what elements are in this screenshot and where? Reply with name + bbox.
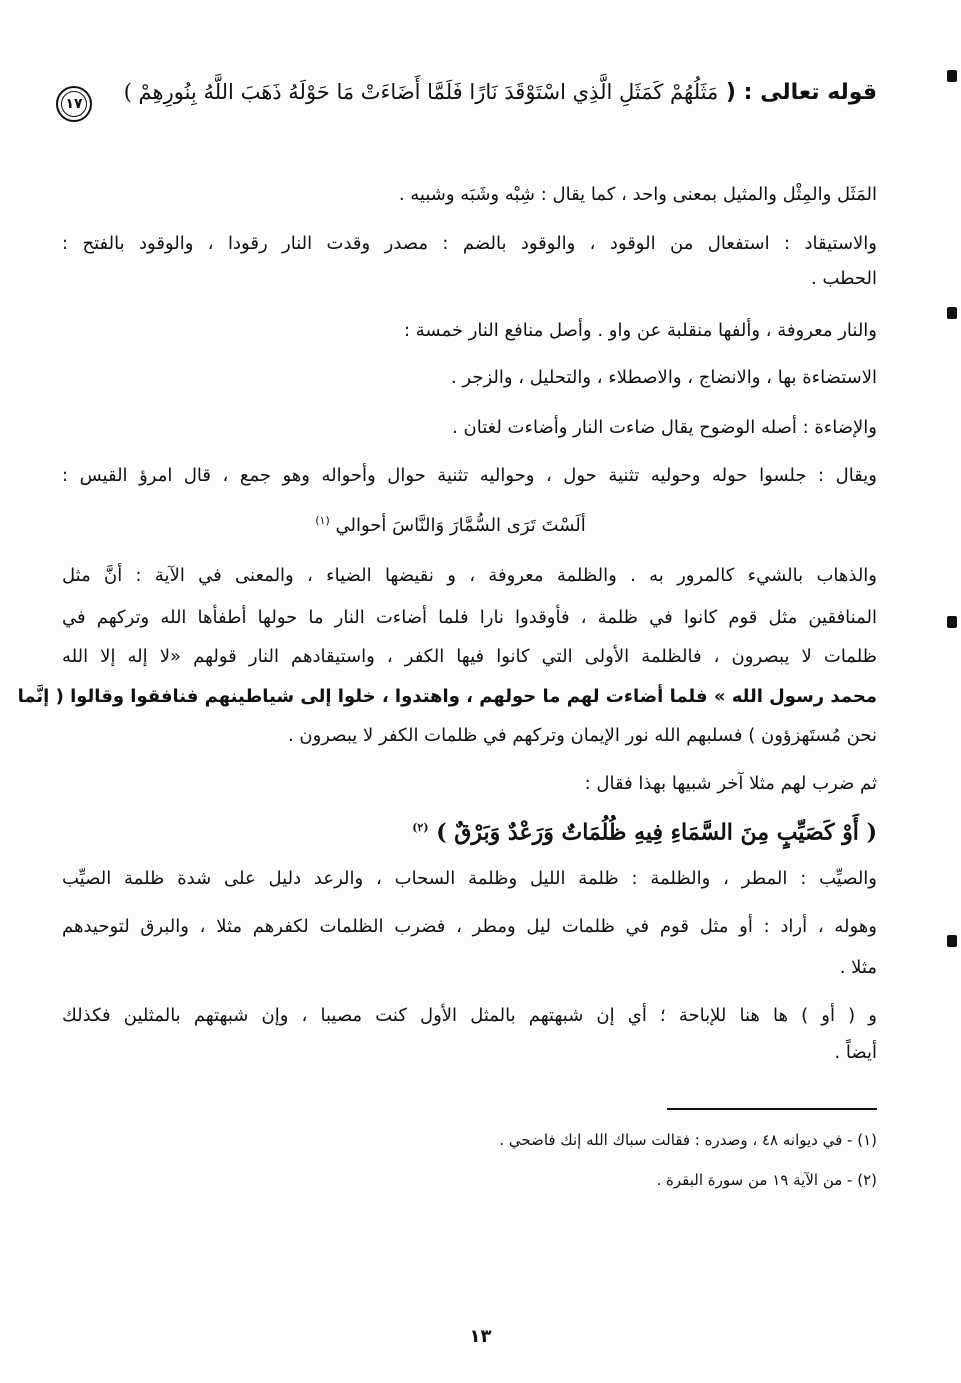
ayah-number-marker <box>56 86 92 122</box>
text-line: والنار معروفة ، وألفها منقلبة عن واو . وأصل منافع النار خمسة : <box>403 320 877 341</box>
quran-verse: ( أَوْ كَصَيِّبٍ مِنَ السَّمَاءِ فِيهِ ظُلُمَاتٌ وَرَعْدٌ وَبَرْقٌ ) <box>436 819 877 846</box>
margin-mark <box>947 70 957 82</box>
margin-mark <box>947 616 957 628</box>
margin-mark <box>947 307 957 319</box>
poetry-text: ألَسْتَ تَرَى السُّمَّارَ وَالنَّاسَ أحوالي <box>335 515 586 536</box>
ayah-number: ١٧ <box>65 96 83 112</box>
text-line: مثلا . <box>839 957 877 978</box>
text-line: وهوله ، أراد : أو مثل قوم في ظلمات ليل ومطر ، فضرب الظلمات لكفرهم مثلا ، والبرق لتوحيدهم <box>62 916 877 937</box>
text-line: محمد رسول الله » فلما أضاءت لهم ما حولهم ، واهتدوا ، خلوا إلى شياطينهم فنافقوا وقالوا ( إنَّما <box>17 686 877 707</box>
quran-verse: مَثَلُهُمْ كَمَثَلِ الَّذِي اسْتَوْقَدَ نَارًا فَلَمَّا أَضَاءَتْ مَا حَوْلَهُ ذَهَبَ اللَّهُ بِنُورِهِمْ ) <box>123 80 719 104</box>
text-line: الاستضاءة بها ، والانضاج ، والاصطلاء ، والتحليل ، والزجر . <box>450 367 877 388</box>
margin-mark <box>947 935 957 947</box>
page-number: ١٣ <box>469 1326 492 1347</box>
text-line: و ( أو ) ها هنا للإباحة ؛ أي إن شبهتهم بالمثل الأول كنت مصيبا ، وإن شبهتهم بالمثلين فكذلك <box>62 1005 877 1026</box>
poetry-verse <box>0 508 961 539</box>
text-line: ويقال : جلسوا حوله وحوليه تثنية حول ، وحواليه تثنية حوال وأحواله وهو جمع ، قال امرؤ القيس : <box>62 465 877 486</box>
text-line: المَثَل والمِثْل والمثيل بمعنى واحد ، كما يقال : شِبْه وشَبَه وشبيه . <box>398 184 877 205</box>
text-line: الحطب . <box>811 268 877 289</box>
text-line: والذهاب بالشيء كالمرور به . والظلمة معروفة ، و نقيضها الضياء ، والمعنى في الآية : أنَّ مثل <box>62 565 877 586</box>
footnote: (١) - في ديوانه ٤٨ ، وصدره : فقالت سباك الله إنك فاضحي . <box>499 1131 877 1149</box>
text-line: أيضاً . <box>834 1042 877 1063</box>
text-line: والصيِّب : المطر ، والظلمة : ظلمة الليل وظلمة السحاب ، والرعد دليل على شدة ظلمة الصيِّب <box>62 868 877 889</box>
footnote-ref: (٢) <box>412 821 429 834</box>
text-line: نحن مُستَهزؤون ) فسلبهم الله نور الإيمان وتركهم في ظلمات الكفر لا يبصرون . <box>287 725 877 746</box>
quran-verse-line <box>412 815 877 845</box>
footnote-divider <box>667 1108 877 1110</box>
text-line: ظلمات لا يبصرون ، فالظلمة الأولى التي كانوا فيها الكفر ، واستيقادهم النار قولهم «لا إله إلا الله <box>62 646 877 667</box>
heading-label: قوله تعالى : ( <box>725 80 877 105</box>
footnote: (٢) - من الآية ١٩ من سورة البقرة . <box>656 1171 877 1189</box>
footnote-ref: (١) <box>315 514 330 527</box>
text-line: المنافقين مثل قوم كانوا في ظلمة ، فأوقدوا نارا فلما أضاءت النار ما حولها أطفأها الله وتركهم في <box>62 607 877 628</box>
text-line: ثم ضرب لهم مثلا آخر شبيها بهذا فقال : <box>584 773 877 794</box>
verse-heading <box>77 80 877 105</box>
text-line: والاستيقاد : استفعال من الوقود ، والوقود بالضم : مصدر وقدت النار رقودا ، والوقود بالفتح : <box>62 233 877 254</box>
text-line: والإضاءة : أصله الوضوح يقال ضاءت النار وأضاءت لغتان . <box>452 417 877 438</box>
